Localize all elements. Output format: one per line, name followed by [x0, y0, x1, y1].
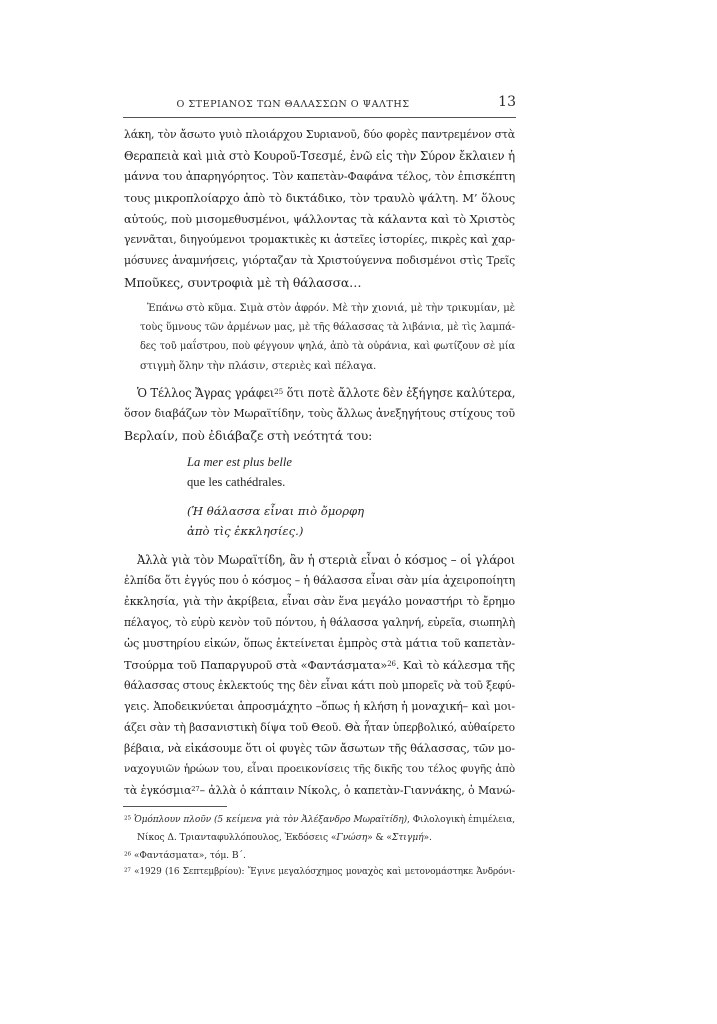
footnote-ref-26: 26	[387, 658, 396, 668]
text-line: πέλαγος, τὸ εὐρὺ κενὸν τοῦ πόντου, ἡ θάλασσα γαληνή, εὐρεῖα, σιωπηλὴ	[124, 616, 515, 629]
footnote-mark: 27	[124, 867, 131, 874]
text-run: τὰ ἐγκόσμια	[124, 784, 192, 797]
text-line: γεις. Ἀποδεικνύεται ἀπροσμάχητο –ὅπως ἡ κλήση ἡ μοναχική– καὶ μοι-	[124, 700, 515, 713]
text-line: Θεραπειὰ καὶ μιὰ στὸ Κουροῦ-Τσεσμέ, ἐνῶ εἰς τὴν Σύρον ἔκλαιεν ἡ	[124, 149, 515, 163]
text-run: » & «	[367, 832, 392, 843]
text-run: Γνώση	[336, 832, 368, 843]
quote-line: Ἐπάνω στὸ κῦμα. Σιμὰ στὸν ἀφρόν. Μὲ τὴν χιονιά, μὲ τὴν τρικυμίαν, μὲ	[147, 303, 515, 314]
text-line: άζει σὰν τὴ βασανιστικὴ δίψα τοῦ Θεοῦ. Θὰ ἦταν ὑπερβολικό, αὐθαίρετο	[124, 721, 515, 734]
text-line: γεννᾶται, διηγούμενοι τρομακτικὲς κι ἀστεῖες ἱστορίες, πικρὲς καὶ χαρ-	[124, 233, 515, 246]
footnote-ref-27: 27	[191, 784, 200, 793]
text-run: Στιγμή	[391, 832, 424, 843]
text-line: μάννα του ἀπαρηγόρητος. Τὸν καπετὰν-Φαφάνα τέλος, τὸν ἐπισκέπτη	[124, 170, 515, 183]
text-run: . Καὶ τὸ κάλεσμα τῆς	[395, 658, 515, 672]
text-line	[137, 386, 515, 400]
footnote-title: Ὁμόπλουν πλοῦν (5 κείμενα γιὰ τὸν Ἀλέξανδρο Μωραϊτίδη)	[133, 815, 408, 825]
quote-line: δες τοῦ μαΐστρου, ποὺ φέγγουν ψηλά, ἀπὸ τὰ οὐράνια, καὶ φωτίζουν σὲ μία	[140, 341, 515, 352]
footnote-26	[124, 850, 515, 861]
text-line: λάκη, τὸν ἄσωτο γυιὸ πλοιάρχου Συριανοῦ, δύο φορὲς παντρεμένον στὰ	[124, 128, 515, 141]
text-line: ἐλπίδα ὅτι ἐγγύς που ὁ κόσμος – ἡ θάλασσα εἶναι σὰν μία ἀχειροποίητη	[124, 574, 515, 587]
text-line: μόσυνες ἀναμνήσεις, γιόρταζαν τὰ Χριστούγεννα ποδισμένοι στὶς Τρεῖς	[124, 254, 515, 267]
text-line: τους μικροπλοίαρχο ἀπὸ τὸ δικτάδικο, τὸν τραυλὸ ψάλτη. Μ’ ὅλους	[124, 191, 515, 205]
text-run: Νίκος Δ. Τριανταφυλλόπουλος, Ἐκδόσεις «	[137, 832, 337, 843]
quote-line: στιγμὴ ὅλην τὴν πλάσιν, στεριὲς καὶ πέλαγα.	[140, 360, 377, 372]
text-run: Ὁ Τέλλος Ἄγρας γράφει	[137, 386, 275, 400]
text-run: «1929 (16 Σεπτεμβρίου): Ἔγινε μεγαλόσχημος μοναχὸς καὶ μετονομάστηκε Ἀνδρόνι-	[134, 867, 515, 877]
text-run: , Φιλολογικὴ ἐπιμέλεια,	[407, 815, 515, 825]
text-line: ὅσον διαβάζων τὸν Μωραϊτίδην, τοὺς ἄλλως ἀνεξηγήτους στίχους τοῦ	[124, 407, 515, 420]
footnote-25	[124, 815, 515, 825]
text-line: ναχογυιῶν ἡρώων του, εἶναι προεικονίσεις τῆς δικῆς του τέλος φυγῆς ἀπὸ	[124, 763, 515, 775]
page-number: 13	[498, 94, 516, 110]
running-head-title: Ο ΣΤΕΡΙΑΝΟΣ ΤΩΝ ΘΑΛΑΣΣΩΝ Ο ΨΑΛΤΗΣ	[176, 99, 410, 110]
text-line: ἐκκλησία, γιὰ τὴν ἀκρίβεια, εἶναι σὰν ἕνα μεγάλο μοναστήρι τὸ ἔρημο	[124, 595, 515, 608]
footnote-mark: 25	[124, 815, 131, 822]
footnote-25-cont	[137, 832, 515, 843]
text-line: βέβαια, νὰ εἰκάσουμε ὅτι οἱ φυγὲς τῶν ἄσωτων τῆς θάλασσας, τῶν μο-	[124, 742, 515, 755]
text-run: ὅτι ποτὲ ἄλλοτε δὲν ἐξήγησε καλύτερα,	[283, 386, 516, 400]
text-line: Βερλαίν, ποὺ ἐδιάβαζε στὴ νεότητά του:	[124, 428, 373, 443]
text-line: Ἀλλὰ γιὰ τὸν Μωραϊτίδη, ἂν ἡ στεριὰ εἶναι ὁ κόσμος – οἱ γλάροι	[137, 553, 515, 567]
translation-line: (Ἡ θάλασσα εἶναι πιὸ ὄμορφη	[187, 504, 365, 518]
translation-line: ἀπὸ τὶς ἐκκλησίες.)	[187, 524, 304, 538]
text-line: αὐτούς, ποὺ μισομεθυσμένοι, ψάλλοντας τὰ κάλαντα καὶ τὸ Χριστὸς	[124, 212, 515, 226]
footnote-27	[124, 867, 515, 877]
quote-line: τοὺς ὕμνους τῶν ἀρμένων μας, μὲ τῆς θάλασσας τὰ λιβάνια, μὲ τὶς λαμπά-	[140, 322, 515, 333]
text-line	[124, 784, 515, 797]
header-rule	[123, 117, 516, 118]
text-line: Μποῦκες, συντροφιὰ μὲ τὴ θάλασσα…	[124, 275, 362, 290]
text-line	[124, 658, 515, 672]
text-run: Τσούρμα τοῦ Παπαργυροῦ στὰ «Φαντάσματα»	[124, 658, 388, 672]
footnote-ref-25: 25	[274, 386, 284, 396]
verse-line: La mer est plus belle	[187, 455, 292, 469]
text-run: ».	[423, 832, 432, 843]
text-run: «Φαντάσματα», τόμ. Β΄.	[133, 850, 246, 861]
text-line: ὡς μυστηρίου εἰκών, ὅπως ἐκτείνεται ἐμπρὸς στὰ μάτια τοῦ καπετὰν-	[124, 637, 515, 650]
footnote-mark: 26	[124, 851, 132, 858]
text-line: θάλασσας στους ἐκλεκτούς της δὲν εἶναι κάτι ποὺ μπορεῖς νὰ τοῦ ξεφύ-	[124, 679, 515, 692]
verse-line: que les cathédrales.	[187, 475, 286, 489]
footnote-rule	[123, 806, 227, 807]
text-run: – ἀλλὰ ὁ κάπταιν Νίκολς, ὁ καπετὰν-Γιαννάκης, ὁ Μανώ-	[199, 784, 515, 797]
